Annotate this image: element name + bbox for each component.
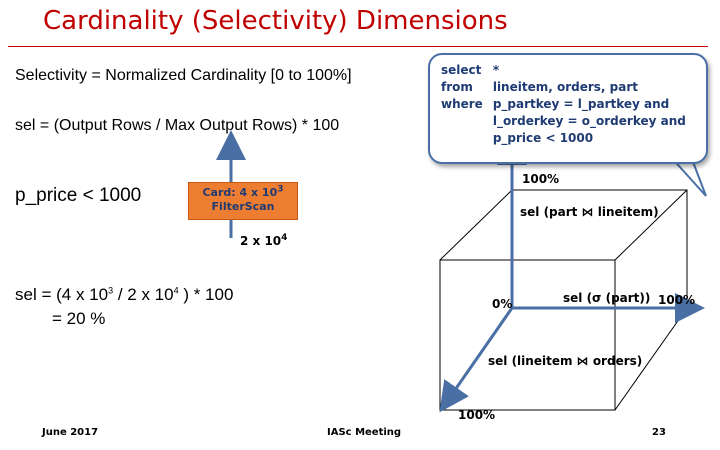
cube-sel-part-lineitem: sel (part ⋈ lineitem) [520,205,659,219]
footer-page-number: 23 [652,427,666,438]
cube-origin-0: 0% [492,297,513,311]
cube-bottom-100: 100% [458,408,496,422]
cube-right-100: 100% [658,293,696,307]
cube-front-face [440,260,615,410]
filter-scan-box: Card: 4 x $10^3$ FilterScan [188,182,298,220]
cube-sel-sigma-part: sel (σ (part)) [563,291,651,305]
filter-scan-label: FilterScan [211,200,275,213]
selectivity-definition: Selectivity = Normalized Cardinality [0 to 100%] [15,67,352,84]
sel-calculation: sel = (4 x $10^3 / 2$ x $10^4$ ) * 100 [15,285,234,304]
cube-sel-lineitem-orders: sel (lineitem ⋈ orders) [488,354,643,368]
cube-top-100: 100% [522,172,560,186]
sel-result: = 20 % [52,309,106,328]
card-total-label: 2 x $10^4$ [240,233,288,248]
sql-query: select * from lineitem, orders, part where p_partkey = l_partkey and l_orderkey = o_orderkey and p_price < 1000 [441,63,686,145]
selectivity-formula: sel = (Output Rows / Max Output Rows) * 100 [15,117,340,134]
footer-date: June 2017 [42,427,99,438]
slide-title: Cardinality (Selectivity) Dimensions [43,6,508,36]
footer-event: IASc Meeting [327,427,402,438]
filter-card-label: Card: 4 x 10 [202,186,278,199]
predicate-text: p_price < 1000 [15,185,142,206]
